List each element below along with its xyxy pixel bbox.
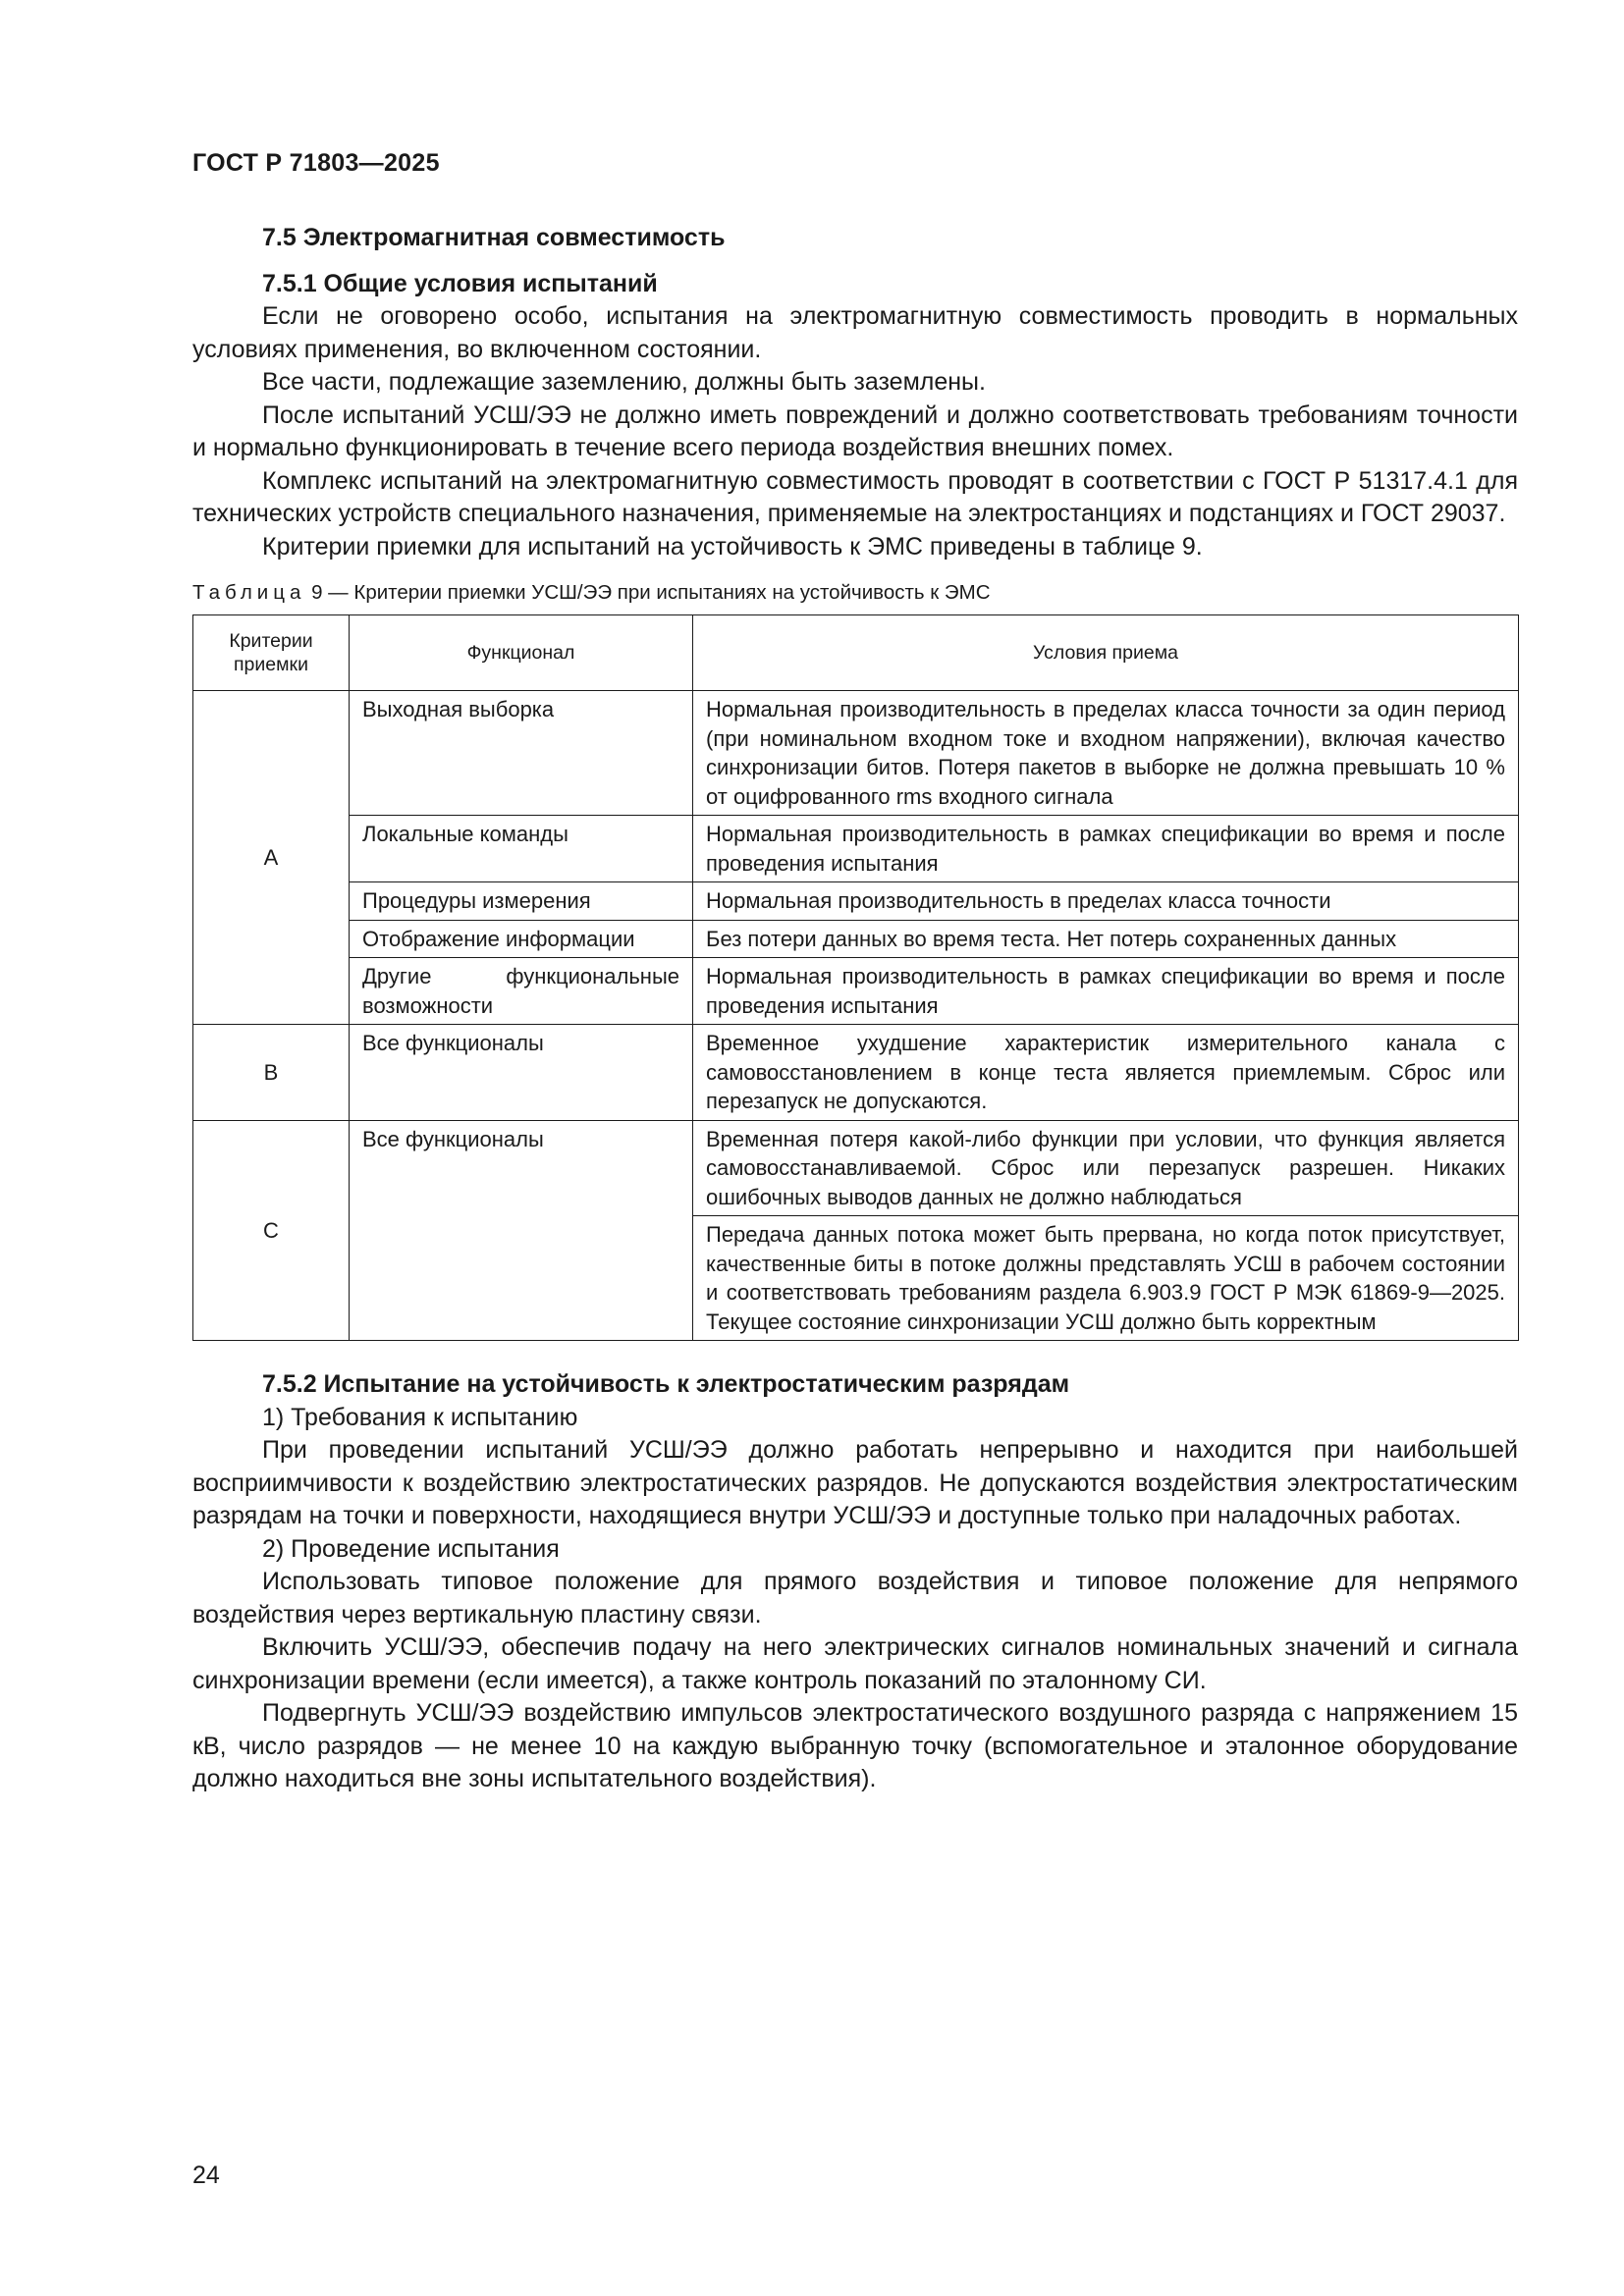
paragraph: Все части, подлежащие заземлению, должны быть заземлены. [262,368,986,396]
paragraph: Если не оговорено особо, испытания на электромагнитную совместимость проводить в нормальных условиях применения, во включенном состоянии. [192,302,1518,363]
function-cell: Все функционалы [350,1025,693,1121]
paragraph: Комплекс испытаний на электромагнитную совместимость проводят в соответствии с ГОСТ Р 51317.4.1 для технических устройств специального назначения, применяемые на электростанциях и подстанциях и ГОСТ 29037. [192,466,1518,527]
paragraph: 1) Требования к испытанию [262,1403,578,1431]
paragraph: 2) Проведение испытания [262,1534,560,1563]
condition-cell: Передача данных потока может быть прервана, но когда поток присутствует, качественные биты в потоке должны представлять УСШ в рабочем состоянии и соответствовать требованиям раздела 6.903.9 ГОСТ Р МЭК 61869-9—2025. Текущее состояние синхронизации УСШ должно быть корректным [693,1216,1519,1341]
paragraph: Критерии приемки для испытаний на устойчивость к ЭМС приведены в таблице 9. [262,532,1203,561]
header-function: Функционал [350,615,693,691]
function-cell: Выходная выборка [350,691,693,816]
paragraph: Использовать типовое положение для прямого воздействия и типовое положение для непрямого воздействия через вертикальную пластину связи. [192,1568,1518,1629]
criterion-b: B [193,1025,350,1121]
condition-cell: Нормальная производительность в пределах класса точности [693,882,1519,921]
paragraph: После испытаний УСШ/ЭЭ не должно иметь повреждений и должно соответствовать требованиям точности и нормально функционировать в течение всего периода воздействия внешних помех. [192,400,1518,461]
function-cell: Процедуры измерения [350,882,693,921]
table-row [193,882,1519,921]
condition-cell: Временная потеря какой-либо функции при условии, что функция является самовосстанавливаемой. Сброс или перезапуск разрешен. Никаких ошибочных выводов данных не должно наблюдаться [693,1120,1519,1216]
paragraph: Подвергнуть УСШ/ЭЭ воздействию импульсов электростатического воздушного разряда с напряжением 15 кВ, число разрядов — не менее 10 на каждую выбранную точку (вспомогательное и эталонное оборудование должно находиться вне зоны испытательного воздействия). [192,1699,1518,1792]
function-cell: Локальные команды [350,816,693,882]
table-row [193,1025,1519,1121]
table-row [193,958,1519,1025]
function-cell: Все функционалы [350,1120,693,1341]
table-row [193,816,1519,882]
table-row [193,1120,1519,1216]
function-cell: Другие функциональные возможности [350,958,693,1025]
criterion-a: A [193,691,350,1025]
header-conditions: Условия приема [693,615,1519,691]
criterion-c: C [193,1120,350,1341]
table-caption-word: Таблица [192,581,306,604]
condition-cell: Нормальная производительность в пределах класса точности за один период (при номинальном входном токе и входном напряжении), включая качество синхронизации битов. Потеря пакетов в выборке не должна превышать 10 % от оцифрованного rms входного сигнала [693,691,1519,816]
table-caption-text: 9 — Критерии приемки УСШ/ЭЭ при испытаниях на устойчивость к ЭМС [305,581,991,604]
paragraph: При проведении испытаний УСШ/ЭЭ должно работать непрерывно и находится при наибольшей восприимчивости к воздействию электростатических разрядов. Не допускаются воздействия электростатическим разрядам на точки и поверхности, находящиеся внутри УСШ/ЭЭ и доступные только при наладочных работах. [192,1436,1518,1529]
condition-cell: Нормальная производительность в рамках спецификации во время и после проведения испытания [693,958,1519,1025]
table-header-row [193,615,1519,691]
table-row [193,920,1519,958]
page-number: 24 [192,2162,220,2189]
condition-cell: Нормальная производительность в рамках спецификации во время и после проведения испытания [693,816,1519,882]
section-7-5-1-title: 7.5.1 Общие условия испытаний [262,269,658,297]
table-caption [192,579,1518,607]
criteria-table [192,614,1519,1341]
section-7-5-2-title: 7.5.2 Испытание на устойчивость к электростатическим разрядам [262,1370,1070,1398]
page-content [192,222,1518,1796]
paragraph: Включить УСШ/ЭЭ, обеспечив подачу на него электрических сигналов номинальных значений и сигнала синхронизации времени (если имеется), а также контроль показаний по эталонному СИ. [192,1633,1518,1694]
header-criteria: Критерии приемки [193,615,350,691]
section-7-5-title: 7.5 Электромагнитная совместимость [262,224,726,251]
document-code-header: ГОСТ Р 71803—2025 [192,149,440,177]
table-row [193,691,1519,816]
condition-cell: Временное ухудшение характеристик измерительного канала с самовосстановлением в конце теста является приемлемым. Сброс или перезапуск не допускаются. [693,1025,1519,1121]
function-cell: Отображение информации [350,920,693,958]
condition-cell: Без потери данных во время теста. Нет потерь сохраненных данных [693,920,1519,958]
